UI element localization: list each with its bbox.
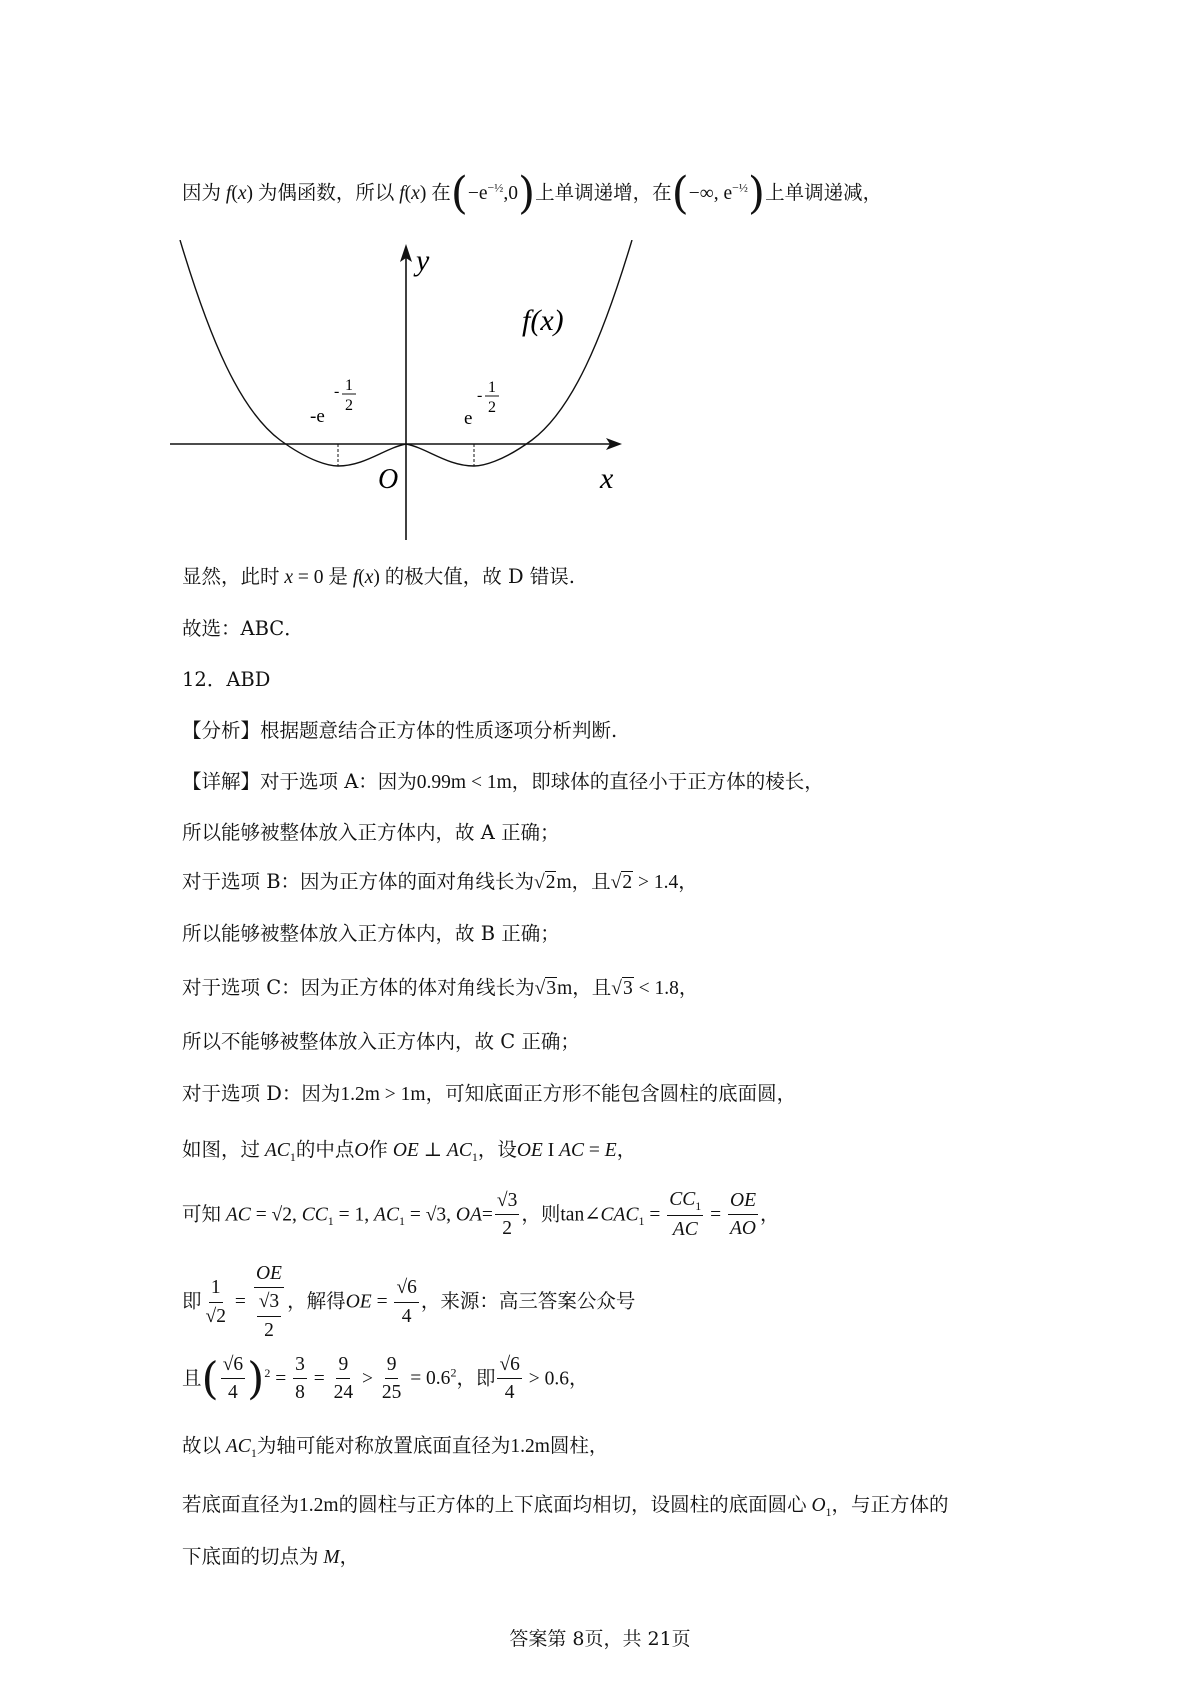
text-line-compare: 且( $\frac{√6}{4}$ )$^2$ = $\frac{3}{8}$ = $\frac{9}{24}$ > $\frac{9}{25}$ = $0.6^2$，即 $\frac{√6}{4}$ > 0.6， xyxy=(182,1353,589,1405)
function-label: f(x) xyxy=(522,304,564,337)
text-line-point-m: 下底面的切点为 M， xyxy=(182,1545,360,1568)
detail-line-c: 对于选项 C：因为正方体的体对角线长为√3m，且√3 < 1.8， xyxy=(182,976,699,999)
page-footer: 答案第 8页，共 21页 xyxy=(509,1628,691,1650)
pos-tick-exp-num: 1 xyxy=(488,379,496,396)
text-line-monotonic: 因为 f(x) 为偶函数，所以 f(x) 在$(-e^{-\frac{1}{2}},0)$上单调递增，在(−∞, $e^{-\frac{1}{2}}$)上单调递减， xyxy=(182,168,883,219)
question-number: 12．ABD xyxy=(182,668,271,691)
origin-label: O xyxy=(378,464,399,495)
pos-tick-exp-den: 2 xyxy=(488,399,496,416)
text-line-lengths: 可知 AC = √2, $CC_1 = 1$, $AC_1 = √3$, OA= $\frac{√3}{2}$ ，则$\tan\angle CAC_1$ = $\frac{CC_1}{AC}$ = $\frac{OE}{AO}$ ， xyxy=(182,1189,780,1241)
detail-line-b: 对于选项 B：因为正方体的面对角线长为√2m，且√2 > 1.4， xyxy=(182,870,698,893)
text-line-b-result: 所以能够被整体放入正方体内，故 B 正确； xyxy=(182,922,560,945)
text-line-a-result: 所以能够被整体放入正方体内，故 A 正确； xyxy=(182,821,560,844)
y-axis-label: y xyxy=(416,244,430,277)
neg-tick-exp-sign: - xyxy=(334,383,340,400)
text-line-solve: 即 $\frac{1}{√2}$ = $\frac{OE}{\frac{√3}{2}}$ ，解得OE = $\frac{√6}{4}$ ，来源：高三答案公众号 xyxy=(182,1263,636,1341)
neg-tick-exp-den: 2 xyxy=(345,397,353,414)
detail-line-d: 对于选项 D：因为1.2m > 1m，可知底面正方形不能包含圆柱的底面圆， xyxy=(182,1082,797,1105)
pos-tick-exp-sign: - xyxy=(477,387,483,404)
text-line-tangent: 若底面直径为1.2m的圆柱与正方体的上下底面均相切，设圆柱的底面圆心 $O_1$，与正方体的 xyxy=(182,1493,949,1519)
text-line-figure: 如图，过 $AC_1$的中点O作 OE ⊥ $AC_1$，设OE I AC = E， xyxy=(182,1138,637,1164)
text-line-max: 显然，此时 x = 0 是 f(x) 的极大值，故 D 错误. xyxy=(182,565,575,588)
text-line-axis: 故以 $AC_1$为轴可能对称放置底面直径为1.2m圆柱， xyxy=(182,1434,609,1460)
detail-line-a: 【详解】对于选项 A：因为0.99m < 1m，即球体的直径小于正方体的棱长， xyxy=(182,770,824,793)
pos-tick-label: e xyxy=(464,408,473,429)
x-axis-label: x xyxy=(600,462,614,495)
function-graph xyxy=(170,240,650,540)
analysis-line: 【分析】根据题意结合正方体的性质逐项分析判断. xyxy=(182,719,618,742)
text-line-answer: 故选：ABC． xyxy=(182,617,304,640)
neg-tick-exp-num: 1 xyxy=(345,377,353,394)
neg-tick-label: -e xyxy=(310,406,325,427)
text-line-c-result: 所以不能够被整体放入正方体内，故 C 正确； xyxy=(182,1030,580,1053)
